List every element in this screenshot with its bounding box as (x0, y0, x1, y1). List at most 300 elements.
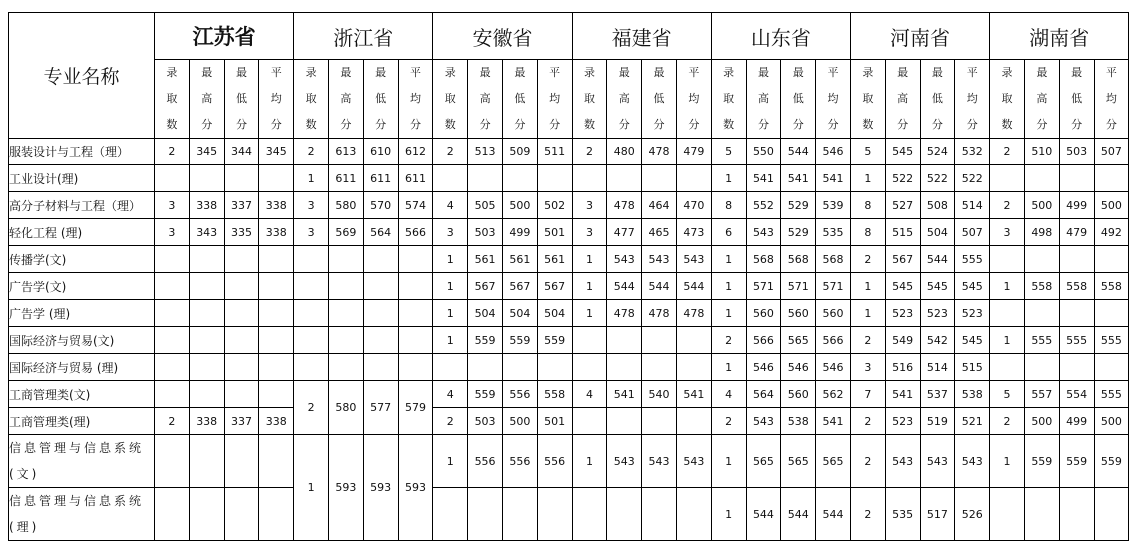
score-cell: 504 (537, 300, 572, 327)
score-cell: 544 (816, 488, 851, 541)
score-cell: 2 (990, 408, 1025, 435)
score-cell: 570 (363, 192, 398, 219)
sub-header-cell: 最低分 (224, 60, 259, 139)
score-cell: 554 (1059, 381, 1094, 408)
score-cell (1094, 300, 1129, 327)
score-cell: 500 (502, 408, 537, 435)
score-cell (224, 354, 259, 381)
score-cell (468, 165, 503, 192)
score-cell: 465 (642, 219, 677, 246)
score-cell: 2 (155, 139, 190, 165)
province-header-fujian: 福建省 (572, 13, 711, 60)
score-cell: 3 (850, 354, 885, 381)
score-cell: 343 (189, 219, 224, 246)
score-cell: 478 (676, 300, 711, 327)
score-cell: 473 (676, 219, 711, 246)
score-cell (328, 300, 363, 327)
sub-header-cell: 录取数 (572, 60, 607, 139)
score-cell: 2 (572, 139, 607, 165)
score-cell: 8 (850, 219, 885, 246)
score-cell: 498 (1024, 219, 1059, 246)
major-name-cell: 工商管理类(文) (9, 381, 155, 408)
score-cell (189, 300, 224, 327)
table-body (9, 139, 1129, 541)
score-cell: 543 (642, 435, 677, 488)
score-cell (607, 327, 642, 354)
table-row (9, 192, 1129, 219)
score-cell: 544 (642, 273, 677, 300)
score-cell: 523 (885, 408, 920, 435)
major-name-header: 专业名称 (9, 13, 155, 139)
score-cell (294, 327, 329, 354)
score-cell: 541 (781, 165, 816, 192)
table-row (9, 219, 1129, 246)
score-cell: 522 (955, 165, 990, 192)
score-cell (224, 435, 259, 488)
score-cell (398, 273, 433, 300)
major-name-cell: 国际经济与贸易 (理) (9, 354, 155, 381)
score-cell: 1 (990, 435, 1025, 488)
score-cell: 4 (711, 381, 746, 408)
score-cell: 1 (711, 435, 746, 488)
score-cell (363, 273, 398, 300)
score-cell (502, 488, 537, 541)
score-cell (259, 381, 294, 408)
major-name-cell: 服装设计与工程（理） (9, 139, 155, 165)
score-cell (363, 327, 398, 354)
score-cell (1094, 354, 1129, 381)
score-cell: 1 (711, 488, 746, 541)
score-cell: 3 (294, 192, 329, 219)
score-cell: 544 (920, 246, 955, 273)
score-cell: 541 (885, 381, 920, 408)
major-name-cell: 传播学(文) (9, 246, 155, 273)
score-cell: 503 (1059, 139, 1094, 165)
score-cell: 1 (294, 435, 329, 541)
score-cell: 504 (920, 219, 955, 246)
table-row (9, 300, 1129, 327)
score-cell: 1 (433, 246, 468, 273)
sub-header-cell: 录取数 (850, 60, 885, 139)
score-cell (1024, 354, 1059, 381)
score-cell: 611 (363, 165, 398, 192)
score-cell: 538 (955, 381, 990, 408)
score-cell: 2 (850, 435, 885, 488)
score-cell (537, 165, 572, 192)
table-row (9, 408, 1129, 435)
score-cell: 555 (955, 246, 990, 273)
score-cell: 527 (885, 192, 920, 219)
score-cell: 532 (955, 139, 990, 165)
sub-header-row (9, 60, 1129, 139)
score-cell (398, 300, 433, 327)
score-cell: 2 (990, 192, 1025, 219)
score-cell: 546 (746, 354, 781, 381)
score-cell: 519 (920, 408, 955, 435)
score-cell: 560 (816, 300, 851, 327)
table-row (9, 488, 1129, 541)
score-cell: 543 (676, 246, 711, 273)
score-cell (189, 381, 224, 408)
score-cell (155, 273, 190, 300)
score-cell: 1 (572, 300, 607, 327)
province-header-hunan: 湖南省 (990, 13, 1129, 60)
score-cell: 2 (294, 139, 329, 165)
sub-header-cell: 最低分 (1059, 60, 1094, 139)
score-cell: 503 (468, 408, 503, 435)
score-cell: 514 (920, 354, 955, 381)
score-cell: 499 (502, 219, 537, 246)
score-cell: 566 (398, 219, 433, 246)
score-cell: 541 (607, 381, 642, 408)
score-cell (189, 165, 224, 192)
score-cell: 514 (955, 192, 990, 219)
major-name-cell: 广告学 (理) (9, 300, 155, 327)
score-cell: 335 (224, 219, 259, 246)
score-cell: 464 (642, 192, 677, 219)
table-row (9, 435, 1129, 488)
score-cell (155, 381, 190, 408)
score-cell: 3 (155, 219, 190, 246)
score-cell: 580 (328, 192, 363, 219)
sub-header-cell: 录取数 (294, 60, 329, 139)
score-cell (676, 327, 711, 354)
score-cell: 540 (642, 381, 677, 408)
sub-header-cell: 录取数 (990, 60, 1025, 139)
score-cell: 1 (572, 435, 607, 488)
score-cell: 1 (433, 327, 468, 354)
score-cell: 344 (224, 139, 259, 165)
score-cell: 480 (607, 139, 642, 165)
score-cell (224, 246, 259, 273)
score-cell: 3 (294, 219, 329, 246)
score-cell (224, 300, 259, 327)
score-cell: 610 (363, 139, 398, 165)
score-cell (572, 327, 607, 354)
score-cell: 522 (920, 165, 955, 192)
score-cell (1024, 488, 1059, 541)
score-cell: 544 (781, 139, 816, 165)
score-cell (155, 300, 190, 327)
score-cell: 478 (642, 139, 677, 165)
score-cell: 561 (502, 246, 537, 273)
score-cell (294, 246, 329, 273)
score-cell: 546 (816, 139, 851, 165)
score-cell: 556 (468, 435, 503, 488)
score-cell (676, 488, 711, 541)
score-cell: 505 (468, 192, 503, 219)
score-cell: 566 (746, 327, 781, 354)
score-cell (433, 354, 468, 381)
score-cell: 8 (711, 192, 746, 219)
score-cell (189, 273, 224, 300)
score-cell (433, 165, 468, 192)
score-cell: 338 (189, 408, 224, 435)
major-name-cell: 轻化工程 (理) (9, 219, 155, 246)
score-cell: 555 (1059, 327, 1094, 354)
score-cell: 543 (642, 246, 677, 273)
score-cell: 558 (1094, 273, 1129, 300)
score-cell: 571 (816, 273, 851, 300)
score-cell (224, 488, 259, 541)
score-cell: 568 (816, 246, 851, 273)
score-cell: 545 (885, 273, 920, 300)
score-cell (155, 435, 190, 488)
major-name-cell: 工商管理类(理) (9, 408, 155, 435)
score-cell: 565 (746, 435, 781, 488)
province-header-anhui: 安徽省 (433, 13, 572, 60)
score-cell: 556 (502, 435, 537, 488)
score-cell: 545 (955, 273, 990, 300)
score-cell: 543 (607, 246, 642, 273)
sub-header-cell: 平均分 (398, 60, 433, 139)
score-cell: 544 (781, 488, 816, 541)
score-cell (1059, 165, 1094, 192)
score-cell (1094, 165, 1129, 192)
score-cell: 543 (955, 435, 990, 488)
score-cell (259, 246, 294, 273)
score-cell: 1 (850, 300, 885, 327)
sub-header-cell: 平均分 (676, 60, 711, 139)
score-cell: 515 (955, 354, 990, 381)
score-cell (1059, 300, 1094, 327)
score-cell: 537 (920, 381, 955, 408)
score-cell: 565 (781, 327, 816, 354)
score-cell: 539 (816, 192, 851, 219)
score-cell: 5 (711, 139, 746, 165)
score-cell (572, 408, 607, 435)
score-cell: 503 (468, 219, 503, 246)
score-cell: 500 (1094, 192, 1129, 219)
score-cell: 568 (746, 246, 781, 273)
score-cell (224, 273, 259, 300)
score-cell: 1 (433, 300, 468, 327)
score-cell: 529 (781, 192, 816, 219)
score-cell: 560 (781, 381, 816, 408)
score-cell: 2 (433, 139, 468, 165)
score-cell: 1 (711, 273, 746, 300)
table-row (9, 273, 1129, 300)
score-cell: 559 (1059, 435, 1094, 488)
sub-header-cell: 最低分 (642, 60, 677, 139)
score-cell (990, 354, 1025, 381)
score-cell: 507 (1094, 139, 1129, 165)
score-cell (676, 408, 711, 435)
score-cell: 545 (920, 273, 955, 300)
major-name-cell: 信息管理与信息系统 (文) (9, 435, 155, 488)
score-cell: 477 (607, 219, 642, 246)
score-cell: 345 (189, 139, 224, 165)
score-cell: 516 (885, 354, 920, 381)
score-cell: 4 (433, 192, 468, 219)
score-cell: 558 (1024, 273, 1059, 300)
sub-header-cell: 平均分 (816, 60, 851, 139)
table-row (9, 246, 1129, 273)
score-cell: 3 (572, 192, 607, 219)
score-cell (155, 165, 190, 192)
score-cell: 566 (816, 327, 851, 354)
score-cell (1059, 246, 1094, 273)
score-cell (607, 488, 642, 541)
score-cell: 524 (920, 139, 955, 165)
score-cell: 1 (572, 246, 607, 273)
score-cell: 611 (398, 165, 433, 192)
score-cell: 523 (955, 300, 990, 327)
table-row (9, 327, 1129, 354)
score-cell: 611 (328, 165, 363, 192)
score-cell (642, 408, 677, 435)
score-cell: 4 (433, 381, 468, 408)
score-cell: 559 (1024, 435, 1059, 488)
score-cell: 513 (468, 139, 503, 165)
score-cell: 562 (816, 381, 851, 408)
score-cell: 3 (433, 219, 468, 246)
score-cell: 6 (711, 219, 746, 246)
score-cell: 504 (468, 300, 503, 327)
score-cell: 2 (711, 408, 746, 435)
score-cell (259, 327, 294, 354)
score-cell (155, 488, 190, 541)
sub-header-cell: 平均分 (537, 60, 572, 139)
score-cell: 501 (537, 219, 572, 246)
score-cell (363, 300, 398, 327)
score-cell: 593 (398, 435, 433, 541)
score-cell: 555 (1094, 381, 1129, 408)
score-cell: 521 (955, 408, 990, 435)
score-cell (990, 165, 1025, 192)
score-cell (642, 488, 677, 541)
score-cell (189, 246, 224, 273)
score-cell: 580 (328, 381, 363, 435)
score-cell: 558 (537, 381, 572, 408)
score-cell: 509 (502, 139, 537, 165)
score-cell: 550 (746, 139, 781, 165)
score-cell (676, 354, 711, 381)
score-cell (259, 300, 294, 327)
score-cell: 522 (885, 165, 920, 192)
score-cell: 549 (885, 327, 920, 354)
score-cell (328, 327, 363, 354)
score-cell: 500 (1024, 192, 1059, 219)
score-cell: 500 (1094, 408, 1129, 435)
score-cell (572, 354, 607, 381)
score-cell: 338 (259, 219, 294, 246)
score-cell: 546 (816, 354, 851, 381)
score-cell (572, 488, 607, 541)
score-cell: 543 (885, 435, 920, 488)
score-cell (224, 327, 259, 354)
score-cell: 556 (537, 435, 572, 488)
score-cell (1094, 488, 1129, 541)
score-cell: 559 (537, 327, 572, 354)
score-cell: 612 (398, 139, 433, 165)
score-cell: 544 (676, 273, 711, 300)
score-cell (259, 273, 294, 300)
score-cell: 337 (224, 408, 259, 435)
score-cell: 502 (537, 192, 572, 219)
score-cell (294, 273, 329, 300)
score-cell (1024, 165, 1059, 192)
score-cell (155, 246, 190, 273)
score-cell: 492 (1094, 219, 1129, 246)
score-cell: 1 (990, 273, 1025, 300)
score-cell: 571 (781, 273, 816, 300)
score-cell: 559 (468, 381, 503, 408)
score-cell (294, 354, 329, 381)
score-cell: 613 (328, 139, 363, 165)
sub-header-cell: 最低分 (363, 60, 398, 139)
score-cell: 559 (1094, 435, 1129, 488)
score-cell: 479 (1059, 219, 1094, 246)
sub-header-cell: 最低分 (781, 60, 816, 139)
score-cell: 535 (885, 488, 920, 541)
score-cell: 2 (155, 408, 190, 435)
score-cell: 2 (850, 327, 885, 354)
table-row (9, 139, 1129, 165)
score-cell (189, 435, 224, 488)
score-cell: 567 (537, 273, 572, 300)
score-cell: 577 (363, 381, 398, 435)
score-cell (328, 246, 363, 273)
score-cell (990, 246, 1025, 273)
score-cell: 544 (607, 273, 642, 300)
score-cell: 504 (502, 300, 537, 327)
score-cell: 345 (259, 139, 294, 165)
score-cell: 500 (1024, 408, 1059, 435)
score-cell: 1 (850, 165, 885, 192)
admission-score-table (8, 12, 1129, 541)
score-cell: 579 (398, 381, 433, 435)
score-cell: 338 (259, 192, 294, 219)
score-cell: 337 (224, 192, 259, 219)
score-cell: 511 (537, 139, 572, 165)
score-cell: 574 (398, 192, 433, 219)
score-cell: 541 (816, 408, 851, 435)
score-cell: 1 (711, 300, 746, 327)
score-cell: 559 (468, 327, 503, 354)
score-cell: 561 (468, 246, 503, 273)
score-cell: 2 (850, 408, 885, 435)
score-cell: 571 (746, 273, 781, 300)
score-cell (433, 488, 468, 541)
score-cell (537, 354, 572, 381)
score-cell (468, 354, 503, 381)
major-name-cell: 高分子材料与工程（理） (9, 192, 155, 219)
score-cell (363, 246, 398, 273)
major-name-cell: 国际经济与贸易(文) (9, 327, 155, 354)
score-cell: 499 (1059, 192, 1094, 219)
score-cell (607, 165, 642, 192)
sub-header-cell: 最高分 (468, 60, 503, 139)
score-cell (155, 354, 190, 381)
score-cell (1059, 354, 1094, 381)
score-cell: 2 (294, 381, 329, 435)
score-cell: 507 (955, 219, 990, 246)
score-cell (328, 354, 363, 381)
score-cell: 543 (920, 435, 955, 488)
score-cell: 555 (1094, 327, 1129, 354)
score-cell (607, 408, 642, 435)
score-cell: 560 (781, 300, 816, 327)
score-cell: 564 (746, 381, 781, 408)
score-cell: 470 (676, 192, 711, 219)
score-cell: 546 (781, 354, 816, 381)
score-cell (502, 165, 537, 192)
score-cell: 523 (885, 300, 920, 327)
score-cell: 565 (816, 435, 851, 488)
score-cell: 338 (189, 192, 224, 219)
score-cell (990, 488, 1025, 541)
